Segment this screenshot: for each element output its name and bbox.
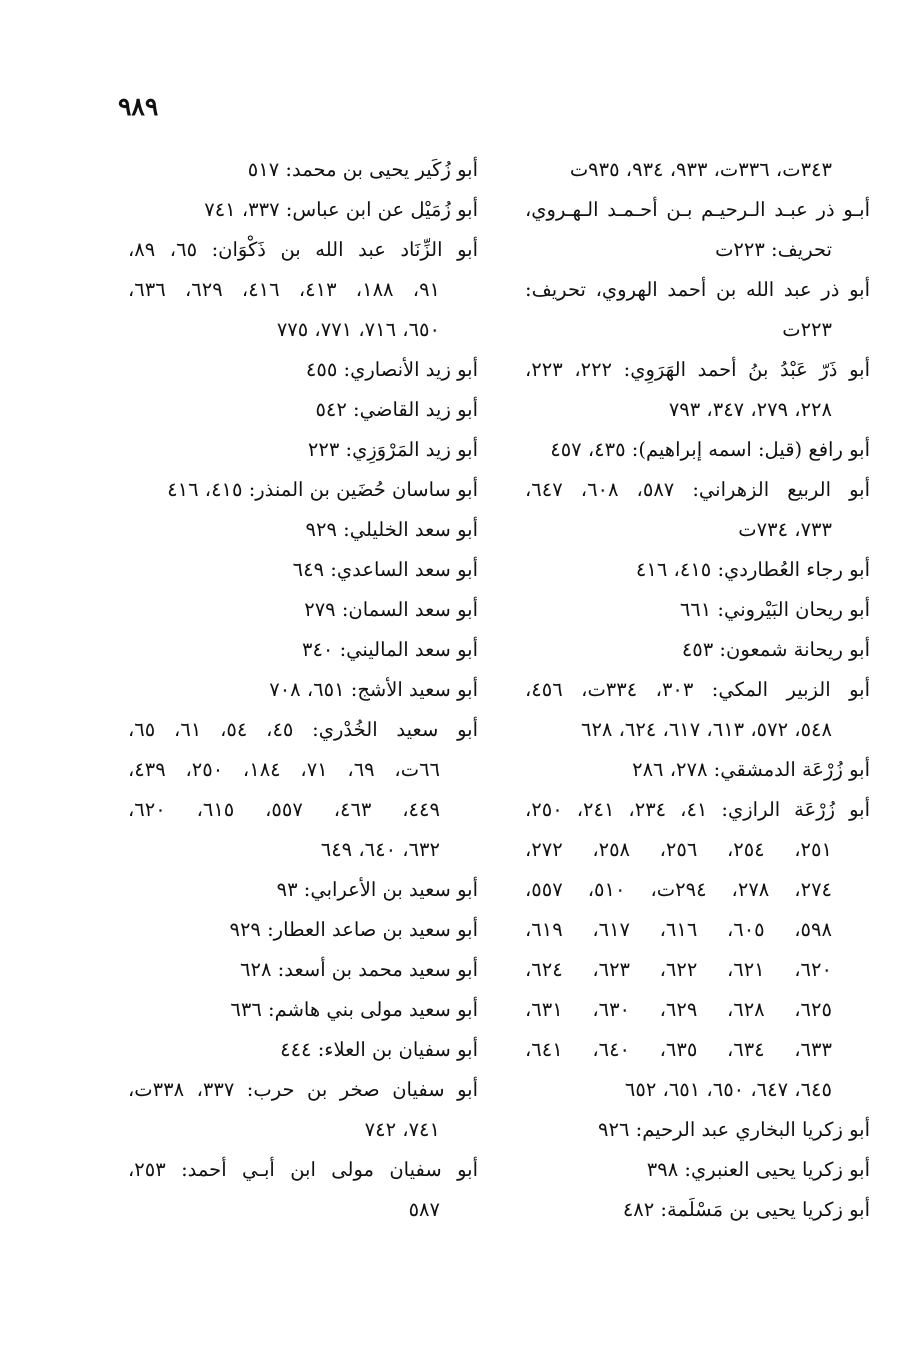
entry-heading-line: أبو سعيد مولى بني هاشم: ٦٣٦	[230, 998, 478, 1021]
entry-continuation-line: ٦٦ت، ٦٩، ٧١، ١٨٤، ٢٥٠، ٤٣٩،	[128, 758, 441, 781]
entry-heading-line: أبو ذَرّ عَبْدُ بنُ أحمد الهَرَوِي: ٢٢٢، ٢٢٣،	[525, 358, 870, 381]
entry-continuation-line: ٦٣٣، ٦٣٤، ٦٣٥، ٦٤٠، ٦٤١،	[525, 1038, 832, 1061]
entry-heading-line: أبو سعد الخليلي: ٩٢٩	[305, 518, 478, 541]
index-entry	[128, 230, 478, 350]
entry-heading-line: أبو زُرْعَة الدمشقي: ٢٧٨، ٢٨٦	[632, 758, 870, 781]
entry-heading-line: أبو سعد الساعدي: ٦٤٩	[292, 558, 478, 581]
entry-heading-line: أبو زكريا يحيى العنبري: ٣٩٨	[646, 1158, 870, 1181]
index-entry	[128, 870, 478, 910]
entry-continuation-line: ٣٤٣ت، ٣٣٦ت، ٩٣٣، ٩٣٤، ٩٣٥ت	[569, 158, 832, 181]
index-entry	[525, 590, 870, 630]
entry-continuation-line: ٦٥٠، ٧١٦، ٧٧١، ٧٧٥	[276, 318, 440, 341]
entry-heading-line: أبو الربيع الزهراني: ٥٨٧، ٦٠٨، ٦٤٧،	[525, 478, 871, 501]
entry-heading-line: أبو سفيان صخر بن حرب: ٣٣٧، ٣٣٨ت،	[128, 1078, 478, 1101]
index-entry	[128, 590, 478, 630]
entry-heading-line: أبو زُكَير يحيى بن محمد: ٥١٧	[247, 158, 478, 181]
entry-heading-line: أبـو ذر عبـد الـرحيـم بـن أحـمـد الـهـروي،	[525, 198, 870, 221]
index-entry	[128, 150, 478, 190]
entry-heading-line: أبو ساسان حُضَين بن المنذر: ٤١٥، ٤١٦	[167, 478, 478, 501]
index-entry	[128, 430, 478, 470]
entry-heading-line: أبو سعيد بن صاعد العطار: ٩٢٩	[229, 918, 478, 941]
index-entry	[128, 470, 478, 510]
index-entry	[525, 270, 870, 350]
index-entry	[525, 430, 870, 470]
entry-heading-line: أبو الزِّنَاد عبد الله بن ذَكْوَان: ٦٥، ٨٩،	[128, 238, 478, 261]
entry-heading-line: أبو سفيان مولى ابن أبـي أحمد: ٢٥٣،	[128, 1158, 478, 1181]
entry-heading-line: أبو سعيد الأشج: ٦٥١، ٧٠٨	[269, 678, 478, 701]
entry-continuation-line: ٥٤٨، ٥٧٢، ٦١٣، ٦١٧، ٦٢٤، ٦٢٨	[580, 718, 832, 741]
entry-continuation-line: ٥٨٧	[408, 1198, 440, 1221]
index-entry	[128, 550, 478, 590]
index-entry	[128, 190, 478, 230]
entry-continuation-line: ٢٧٤، ٢٧٨، ٢٩٤ت، ٥١٠، ٥٥٧،	[525, 878, 833, 901]
entry-heading-line: أبو الزبير المكي: ٣٠٣، ٣٣٤ت، ٤٥٦،	[525, 678, 870, 701]
index-entry	[128, 1150, 478, 1230]
entry-heading-line: أبو ريحانة شمعون: ٤٥٣	[681, 638, 870, 661]
entry-continuation-line: ٦٢٠، ٦٢١، ٦٢٢، ٦٢٣، ٦٢٤،	[525, 958, 832, 981]
index-entry	[525, 790, 870, 1110]
entry-heading-line: أبو رجاء العُطاردي: ٤١٥، ٤١٦	[635, 558, 870, 581]
index-entry	[525, 350, 870, 430]
entry-heading-line: أبو سعيد محمد بن أسعد: ٦٢٨	[240, 958, 478, 981]
entry-continuation-line: ٦٤٥، ٦٤٧، ٦٥٠، ٦٥١، ٦٥٢	[624, 1078, 832, 1101]
entry-heading-line: أبو سفيان بن العلاء: ٤٤٤	[280, 1038, 478, 1061]
index-entry	[525, 470, 870, 550]
index-entry	[128, 1030, 478, 1070]
entry-heading-line: أبو سعد الماليني: ٣٤٠	[301, 638, 478, 661]
entry-heading-line: أبو سعد السمان: ٢٧٩	[304, 598, 478, 621]
index-entry	[128, 1070, 478, 1150]
index-column-left	[128, 150, 478, 1230]
entry-continuation-line: ٩١، ١٨٨، ٤١٣، ٤١٦، ٦٢٩، ٦٣٦،	[128, 278, 441, 301]
index-entry	[128, 950, 478, 990]
index-entry	[525, 1110, 870, 1150]
index-entry	[525, 190, 870, 270]
entry-continuation-line: ٧٤١، ٧٤٢	[364, 1118, 440, 1141]
entry-continuation-line: ٤٤٩، ٤٦٣، ٥٥٧، ٦١٥، ٦٢٠،	[128, 798, 440, 821]
index-entry	[128, 350, 478, 390]
entry-heading-line: أبو سعيد بن الأعرابي: ٩٣	[276, 878, 478, 901]
index-column-right	[525, 150, 870, 1230]
index-entry	[525, 630, 870, 670]
entry-heading-line: أبو زيد الأنصاري: ٤٥٥	[305, 358, 478, 381]
entry-heading-line: أبو ريحان البَيْروني: ٦٦١	[679, 598, 870, 621]
page-number: ٩٨٩	[118, 92, 159, 121]
entry-continuation-line: ٥٩٨، ٦٠٥، ٦١٦، ٦١٧، ٦١٩،	[525, 918, 832, 941]
index-entry	[525, 750, 870, 790]
entry-heading-line: أبو سعيد الخُدْري: ٤٥، ٥٤، ٦١، ٦٥،	[128, 718, 478, 741]
index-entry	[128, 510, 478, 550]
entry-heading-line: أبو زكريا يحيى بن مَسْلَمة: ٤٨٢	[622, 1198, 870, 1221]
entry-continuation-line: ٢٢٨، ٢٧٩، ٣٤٧، ٧٩٣	[668, 398, 832, 421]
entry-continuation-line: تحريف: ٢٢٣ت	[715, 238, 832, 261]
entry-continuation-line: ٦٢٥، ٦٢٨، ٦٢٩، ٦٣٠، ٦٣١،	[525, 998, 832, 1021]
entry-heading-line: أبو زيد المَرْوَزِي: ٢٢٣	[307, 438, 478, 461]
index-entry	[128, 910, 478, 950]
index-entry	[128, 390, 478, 430]
index-entry	[525, 670, 870, 750]
entry-heading-line: أبو زيد القاضي: ٥٤٢	[315, 398, 478, 421]
entry-continuation-line: ٧٣٣، ٧٣٤ت	[738, 518, 832, 541]
index-entry	[525, 1150, 870, 1190]
entry-heading-line: أبو رافع (قيل: اسمه إبراهيم): ٤٣٥، ٤٥٧	[550, 438, 870, 461]
entry-heading-line: أبو زُمَيْل عن ابن عباس: ٣٣٧، ٧٤١	[204, 198, 478, 221]
index-entry	[128, 710, 478, 870]
entry-continuation-line: ٦٣٢، ٦٤٠، ٦٤٩	[320, 838, 440, 861]
index-entry	[525, 1190, 870, 1230]
entry-heading-line: أبو ذر عبد الله بن أحمد الهروي، تحريف:	[525, 278, 870, 301]
index-entry	[128, 630, 478, 670]
index-entry	[128, 990, 478, 1030]
entry-continuation-line: ٢٢٣ت	[782, 318, 832, 341]
entry-heading-line: أبو زكريا البخاري عبد الرحيم: ٩٢٦	[598, 1118, 870, 1141]
entry-continuation-line: ٢٥١، ٢٥٤، ٢٥٦، ٢٥٨، ٢٧٢،	[525, 838, 832, 861]
entry-heading-line: أبو زُرْعَة الرازي: ٤١، ٢٣٤، ٢٤١، ٢٥٠،	[525, 798, 871, 821]
index-entry	[525, 550, 870, 590]
index-entry	[525, 150, 870, 190]
index-entry	[128, 670, 478, 710]
